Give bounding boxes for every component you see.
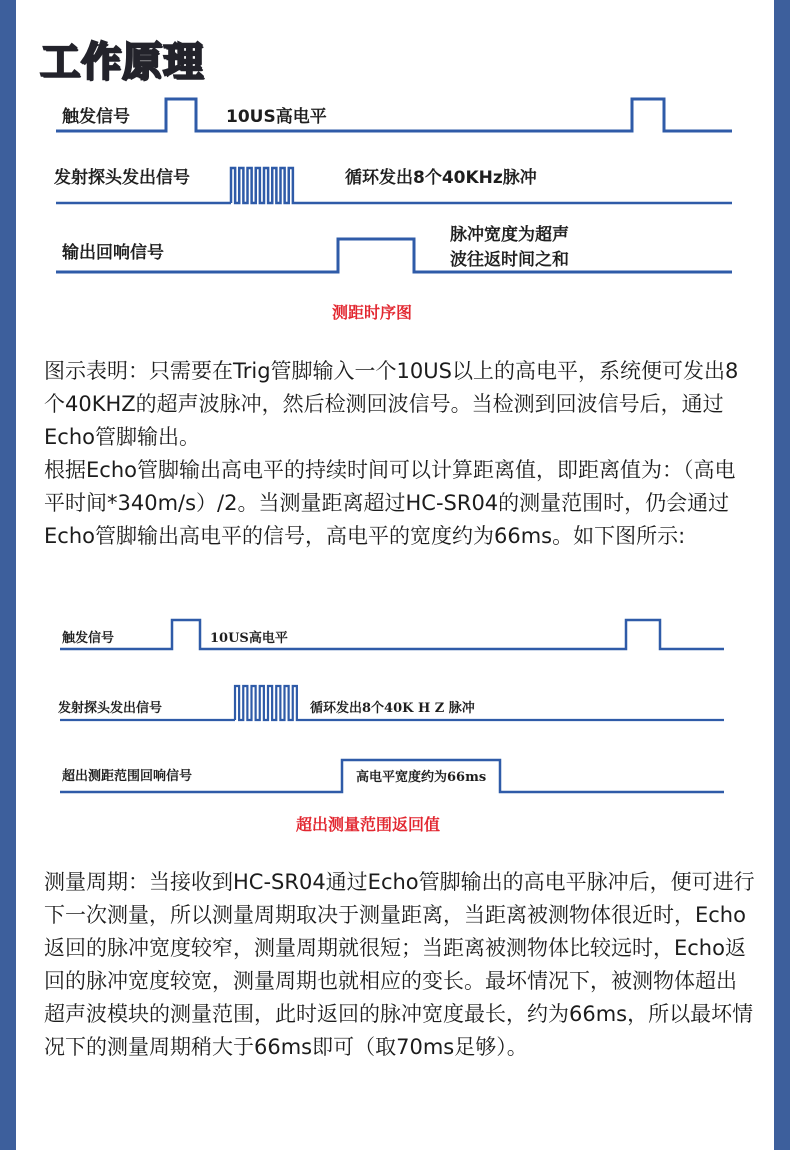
trigger-note-2: 10US高电平 [210, 631, 288, 646]
echo-label: 输出回响信号 [62, 243, 164, 263]
page-title: 工作原理 [40, 39, 204, 85]
transmit-label-2: 发射探头发出信号 [58, 701, 163, 716]
paragraph-1-line-b: 根据Echo管脚输出高电平的持续时间可以计算距离值，即距离值为：（高电平时间*340m/s）/2。当测量距离超过HC-SR04的测量范围时，仍会通过Echo管脚输出高电平的信号，高电平的宽度约为66ms。如下图所示: [44, 458, 736, 548]
paragraph-2-text: 测量周期：当接收到HC-SR04通过Echo管脚输出的高电平脉冲后，便可进行下一次测量，所以测量周期取决于测量距离，当距离被测物体很近时，Echo返回的脉冲宽度较窄，测量周期就很短；当距离被测物体比较远时，Echo返回的脉冲宽度较宽，测量周期也就相应的变长。最坏情况下，被测物体超出超声波模块的测量范围，此时返回的脉冲宽度最长，约为66ms，所以最坏情况下的测量周期稍大于66ms即可（取70ms足够）。 [44, 870, 755, 1059]
transmit-note-2: 循环发出8个40K H Z 脉冲 [310, 701, 475, 716]
transmit-note: 循环发出8个40KHz脉冲 [345, 168, 537, 188]
echo-note-line2: 波往返时间之和 [450, 250, 569, 270]
echo-note-line1: 脉冲宽度为超声 [450, 225, 569, 245]
explanation-paragraph-1 [44, 355, 756, 553]
echo-label-2: 超出测距范围回响信号 [62, 769, 193, 784]
transmit-label: 发射探头发出信号 [54, 168, 190, 188]
explanation-paragraph-2 [44, 866, 756, 1064]
diagram1-caption: 测距时序图 [331, 303, 413, 322]
diagram2-caption: 超出测量范围返回值 [295, 815, 441, 834]
trigger-signal-line-2 [60, 620, 724, 649]
trigger-signal-line [56, 99, 732, 131]
echo-note-2: 高电平宽度约为66ms [356, 770, 487, 785]
trigger-note: 10US高电平 [226, 107, 327, 127]
trigger-label-2: 触发信号 [62, 631, 115, 646]
trigger-label: 触发信号 [62, 107, 130, 127]
paragraph-1-line-a: 图示表明：只需要在Trig管脚输入一个10US以上的高电平，系统便可发出8个40KHZ的超声波脉冲，然后检测回波信号。当检测到回波信号后，通过Echo管脚输出。 [44, 359, 739, 449]
